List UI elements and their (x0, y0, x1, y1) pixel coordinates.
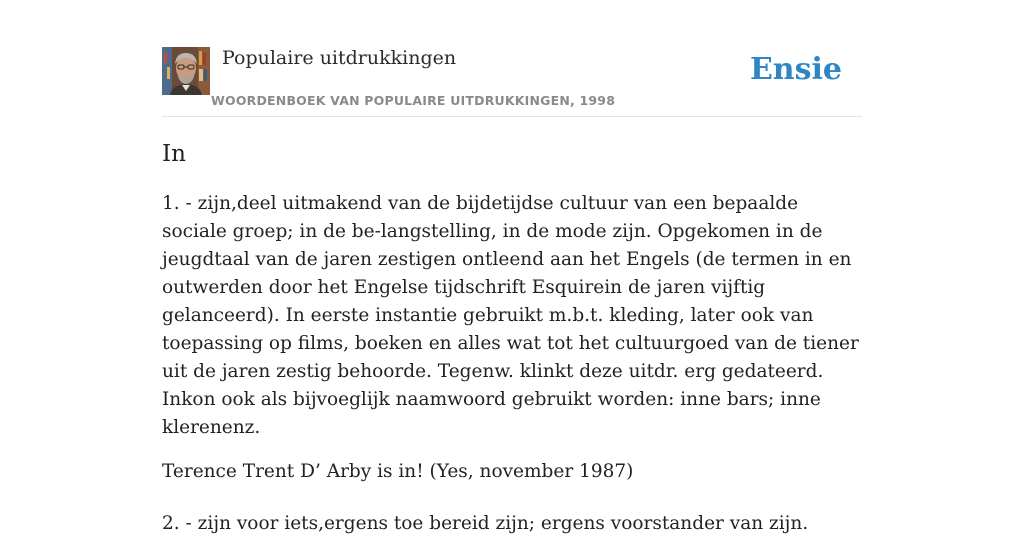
definition-2: 2. - zijn voor iets,ergens toe bereid zijn; ergens voorstander van zijn. (162, 513, 809, 534)
entry-header (162, 46, 862, 117)
entry-term: In (162, 141, 186, 167)
author-portrait-icon (162, 47, 210, 95)
source-subtitle[interactable]: WOORDENBOEK VAN POPULAIRE UITDRUKKINGEN, 1998 (211, 93, 616, 108)
author-avatar[interactable] (162, 47, 210, 95)
source-name[interactable]: Populaire uitdrukkingen (222, 47, 457, 69)
definition-1: 1. - zijn,deel uitmakend van de bijdetijdse cultuur van een bepaalde sociale groep; in de be-langstelling, in de mode zijn. Opgekomen in de jeugdtaal van de jaren zestigen ontleend aan het Engels (de termen in en outwerden door het Engelse tijdschrift Esquirein de jaren vijftig gelanceerd). In eerste instantie gebruikt m.b.t. kleding, later ook van toepassing op films, boeken en alles wat tot het cultuurgoed van de tiener uit de jaren zestig behoorde. Tegenw. klinkt deze uitdr. erg gedateerd. Inkon ook als bijvoeglijk naamwoord gebruikt worden: inne bars; inne klerenenz. (162, 193, 859, 438)
entry-content (162, 138, 867, 554)
brand-logo[interactable]: Ensie (749, 52, 842, 87)
definition-1-quote: Terence Trent D’ Arby is in! (Yes, november 1987) (162, 461, 634, 482)
